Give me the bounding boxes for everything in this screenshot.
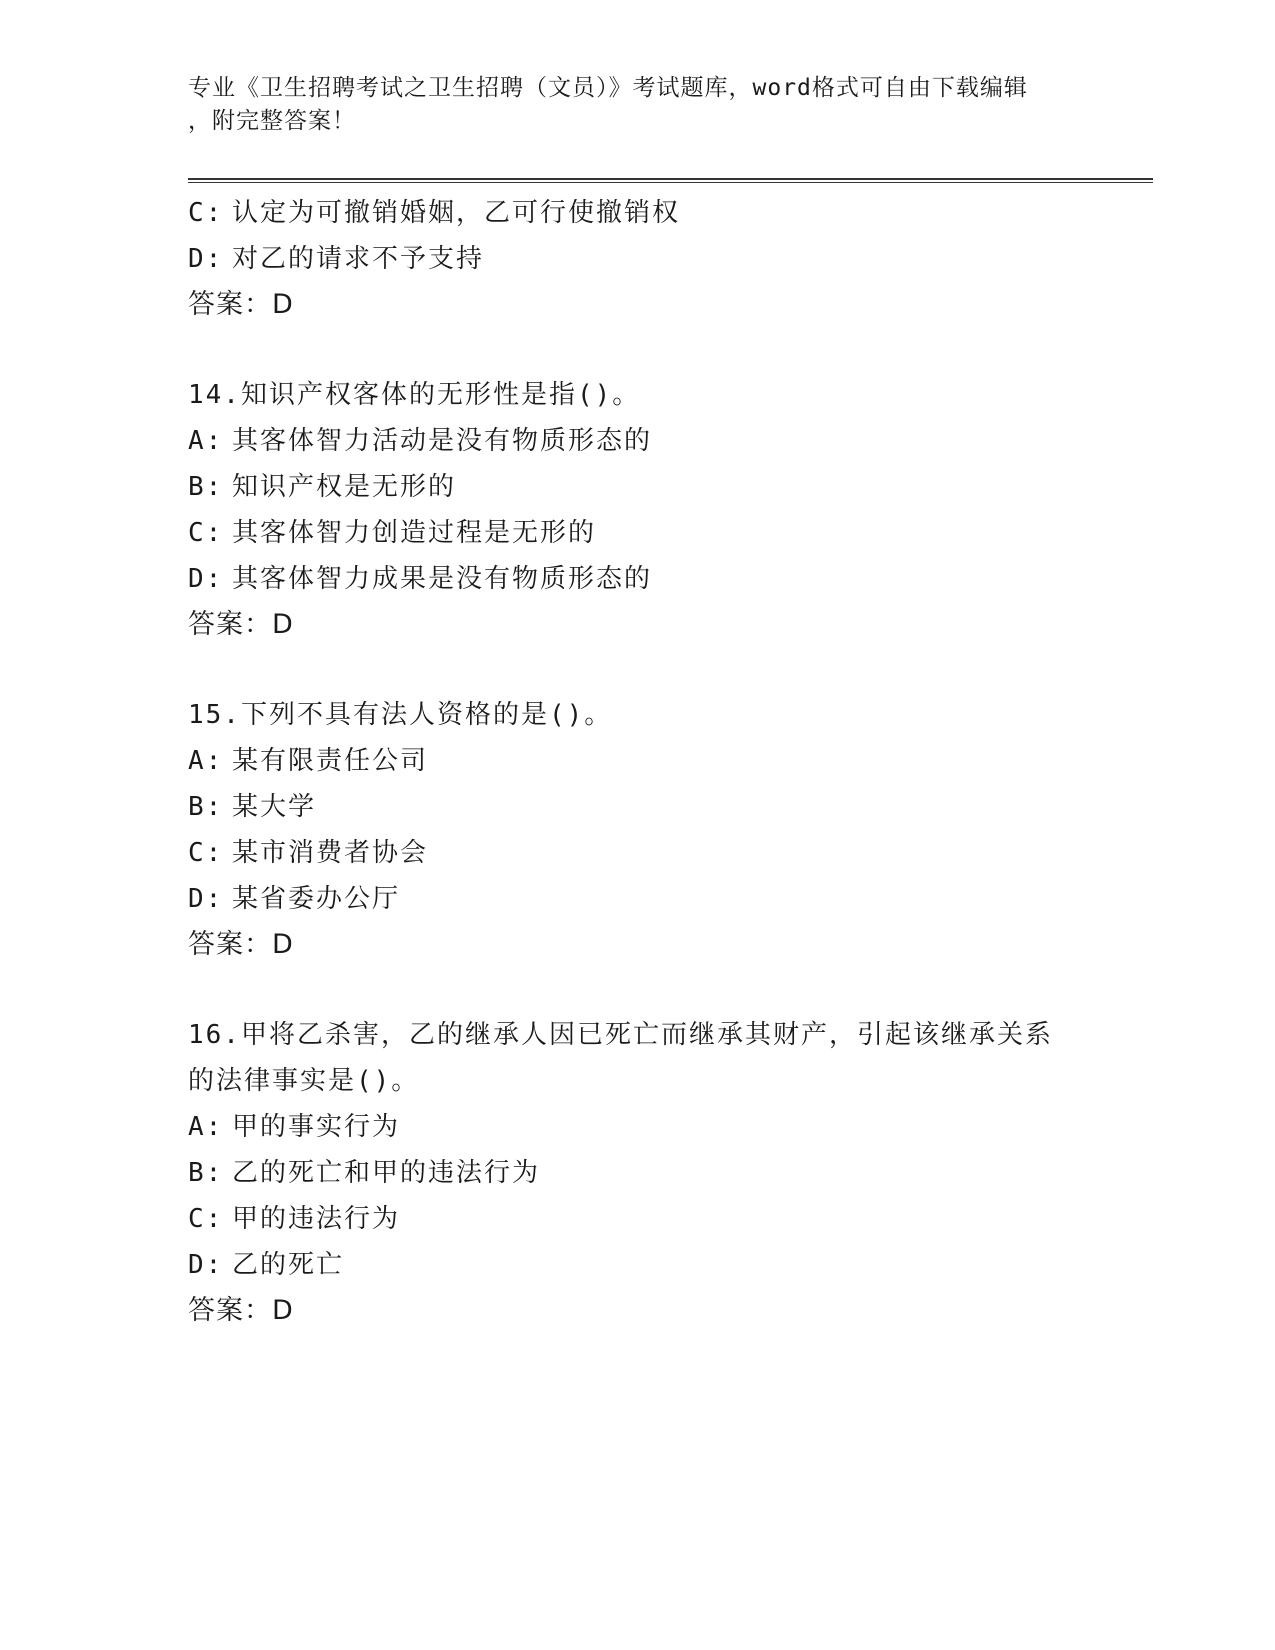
option-c: C: 认定为可撤销婚姻，乙可行使撤销权 <box>188 198 681 228</box>
option-c: C: 某市消费者协会 <box>188 838 429 868</box>
answer-line: 答案：D <box>188 1295 294 1326</box>
question-spacer <box>188 968 1088 1012</box>
option-b: B: 乙的死亡和甲的违法行为 <box>188 1158 541 1188</box>
option-d: D: 某省委办公厅 <box>188 884 401 914</box>
question-spacer <box>188 328 1088 372</box>
question-stem: 14.知识产权客体的无形性是指()。 <box>188 380 641 410</box>
option-d: D: 对乙的请求不予支持 <box>188 244 485 274</box>
answer-line: 答案：D <box>188 289 294 320</box>
option-b: B: 某大学 <box>188 792 317 822</box>
question-spacer <box>188 648 1088 692</box>
question-14 <box>188 372 1088 648</box>
question-stem: 16.甲将乙杀害，乙的继承人因已死亡而继承其财产，引起该继承关系的法律事实是()。 <box>188 1020 1053 1096</box>
header-line-1: 专业《卫生招聘考试之卫生招聘（文员）》考试题库，word格式可自由下载编辑 <box>188 75 1028 101</box>
answer-line: 答案：D <box>188 609 294 640</box>
answer-line: 答案：D <box>188 929 294 960</box>
header-line-2: ，附完整答案！ <box>188 108 356 134</box>
option-b: B: 知识产权是无形的 <box>188 472 457 502</box>
option-d: D: 其客体智力成果是没有物质形态的 <box>188 564 653 594</box>
option-a: A: 甲的事实行为 <box>188 1112 401 1142</box>
option-c: C: 其客体智力创造过程是无形的 <box>188 518 597 548</box>
question-list <box>188 190 1088 1334</box>
option-a: A: 某有限责任公司 <box>188 746 429 776</box>
header-divider <box>188 178 1153 183</box>
question-stem: 15.下列不具有法人资格的是()。 <box>188 700 613 730</box>
question-15 <box>188 692 1088 968</box>
question-partial <box>188 190 1088 328</box>
option-d: D: 乙的死亡 <box>188 1250 345 1280</box>
question-16 <box>188 1012 1088 1334</box>
option-a: A: 其客体智力活动是没有物质形态的 <box>188 426 653 456</box>
document-header <box>188 72 1078 138</box>
option-c: C: 甲的违法行为 <box>188 1204 401 1234</box>
